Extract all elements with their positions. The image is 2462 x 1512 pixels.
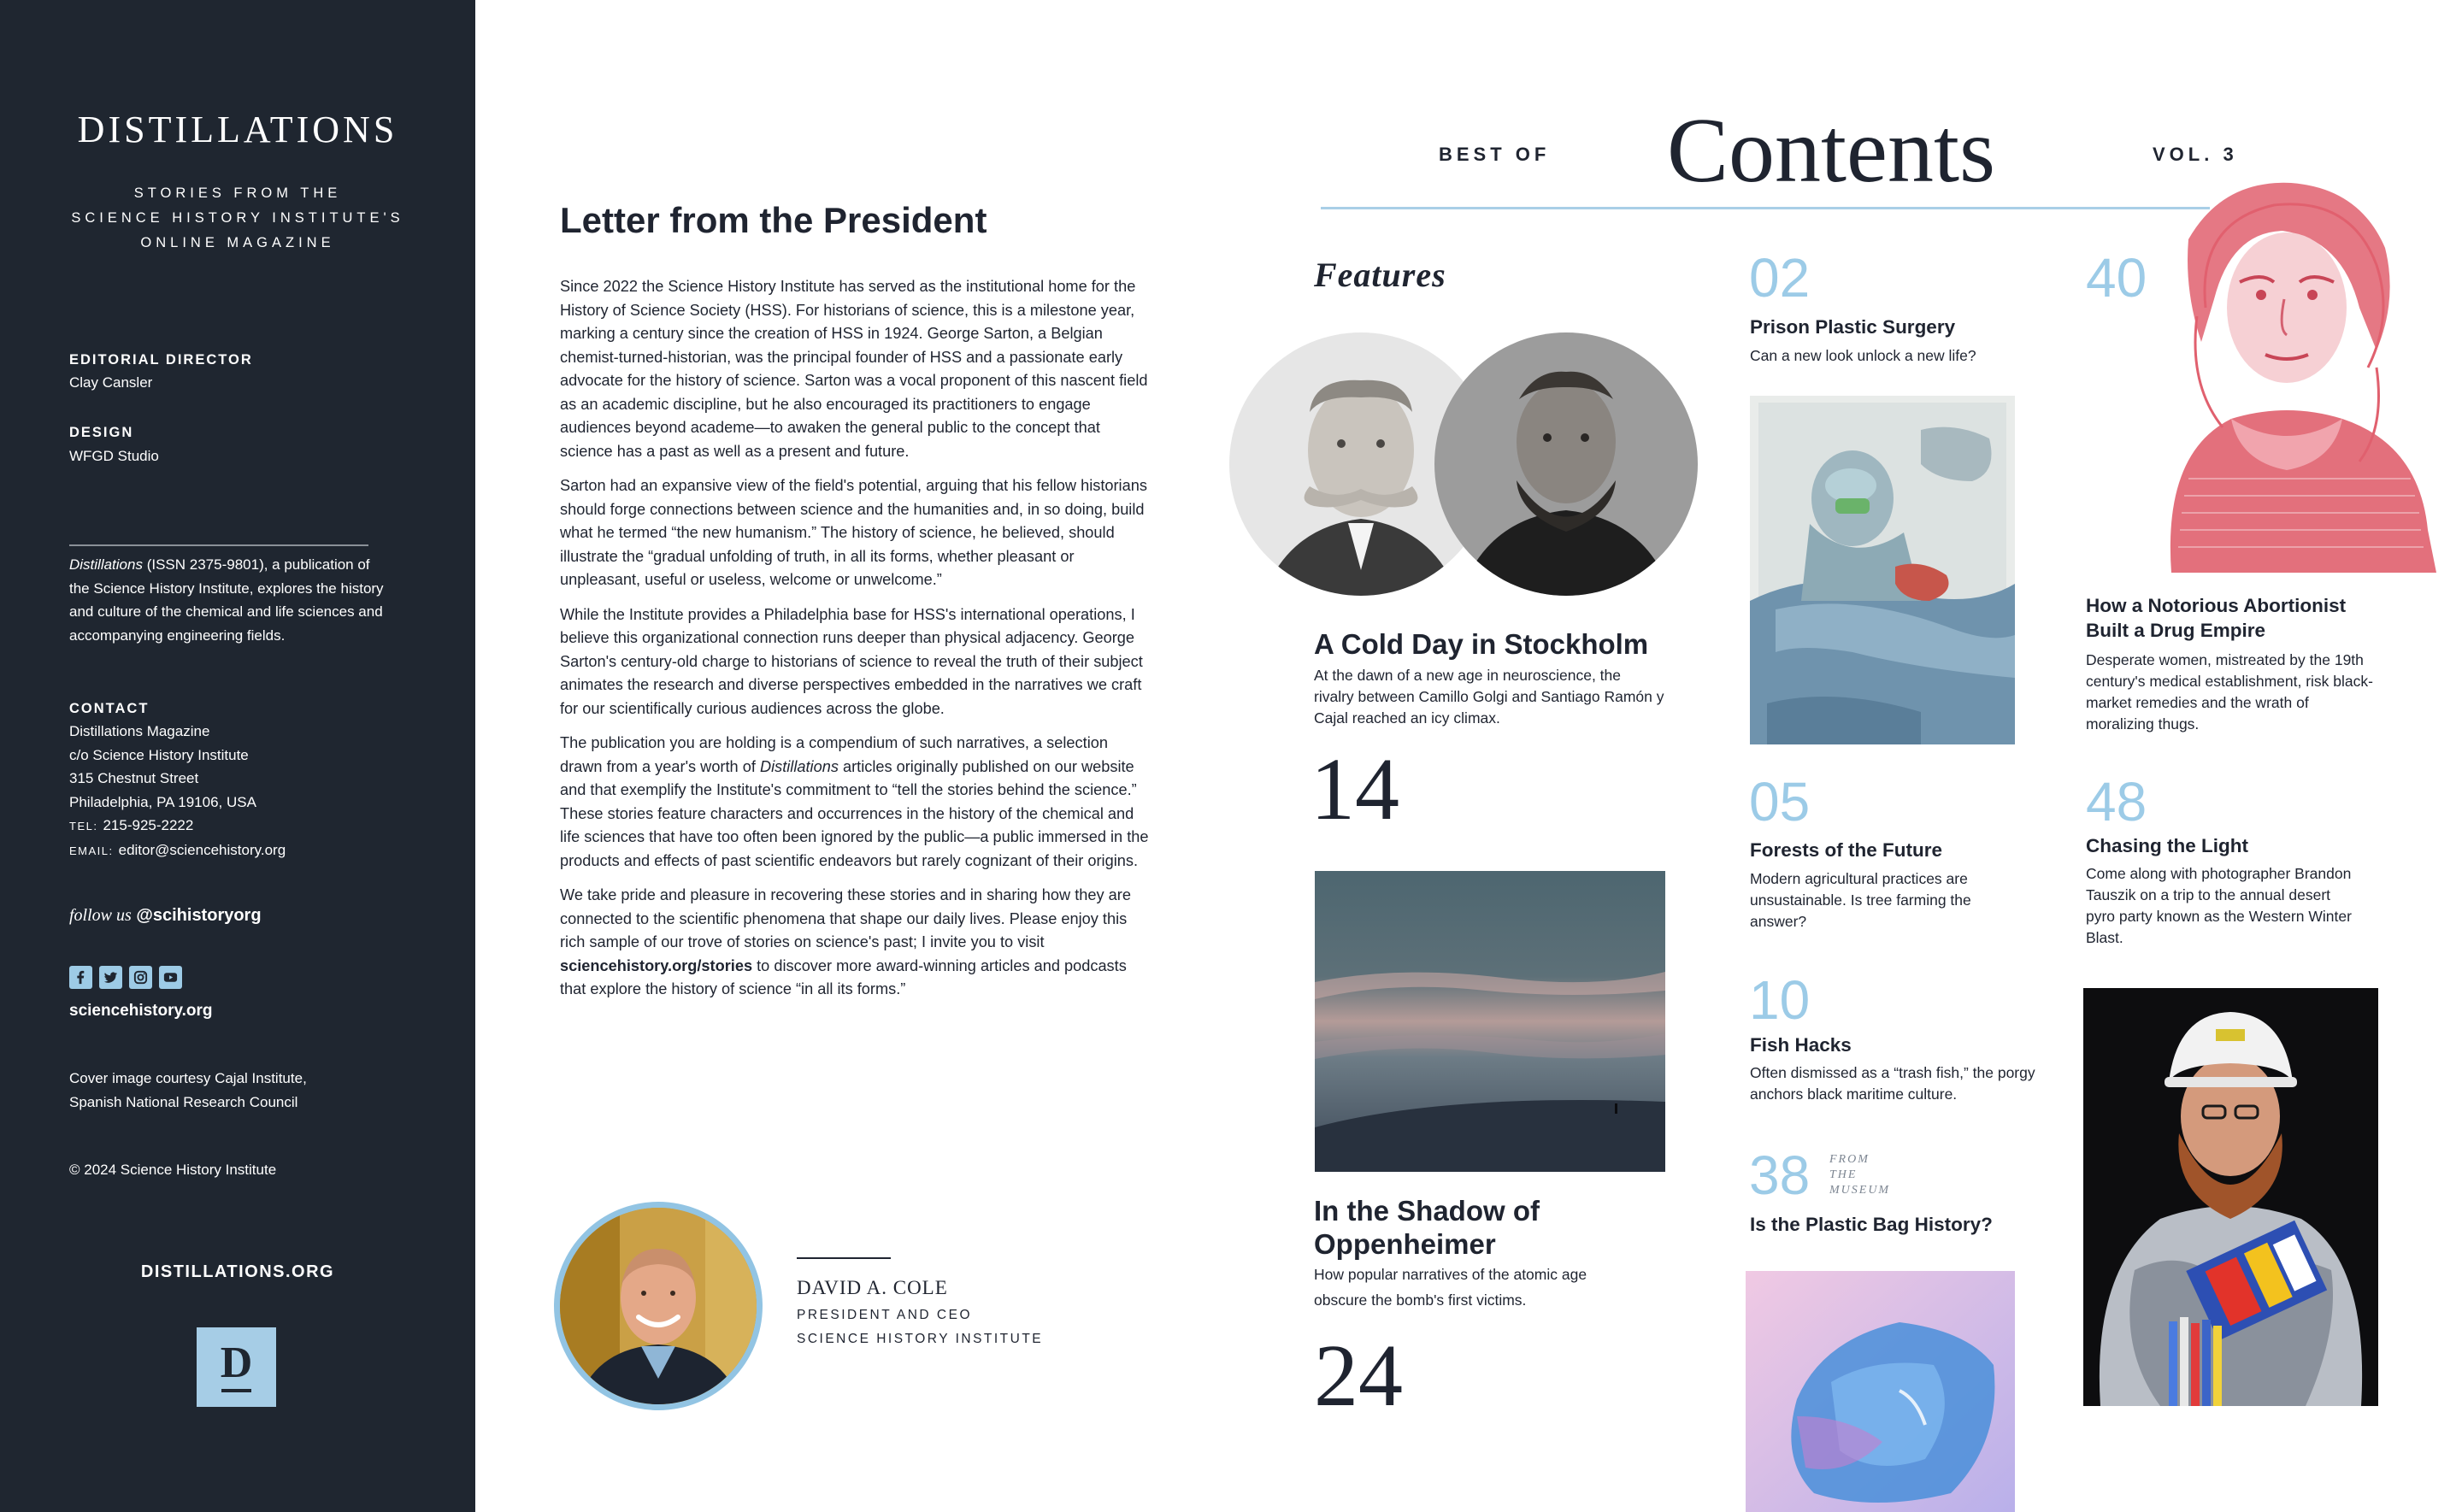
signature-name: DAVID A. COLE bbox=[797, 1277, 948, 1298]
p5-text: We take pride and pleasure in recovering these stories and in sharing how they are connected to the scientific phenomena that shape our daily lives. Please enjoy this rich sample of our trove of stories on science's past; I invite you to visit bbox=[560, 886, 1131, 950]
letter-body bbox=[560, 275, 1150, 1013]
article-title[interactable]: Chasing the Light bbox=[2086, 835, 2248, 856]
follow-us bbox=[69, 906, 262, 926]
prison-surgery-illustration[interactable] bbox=[1750, 396, 2015, 744]
feature-title[interactable]: A Cold Day in Stockholm bbox=[1314, 628, 1649, 660]
contact-tel bbox=[69, 814, 286, 838]
follow-italic: follow us bbox=[69, 906, 132, 925]
facebook-icon[interactable] bbox=[69, 966, 92, 989]
feature-title[interactable]: In the Shadow of Oppenheimer bbox=[1314, 1195, 1540, 1260]
president-photo bbox=[554, 1202, 763, 1410]
letter-paragraph bbox=[560, 732, 1150, 873]
article-desc: Desperate women, mistreated by the 19th century's medical establishment, risk black-market remedies and the wrath of moralizing thugs. bbox=[2086, 651, 2373, 732]
museum-line: MUSEUM bbox=[1829, 1184, 1891, 1197]
contact-label: CONTACT bbox=[69, 701, 150, 716]
tagline-line: SCIENCE HISTORY INSTITUTE'S bbox=[71, 210, 404, 226]
social-icons bbox=[69, 966, 182, 990]
letter-paragraph: While the Institute provides a Philadelphia base for HSS's international operations, I believe this organizational connection runs deeper than physical adjacency. George Sarton's century-old charge to historians of science to reveal the truth of their subject animates the research and diverse perspectives embedded in the narratives we craft for our scientifically curious audiences across the globe. bbox=[560, 605, 1143, 717]
p4-text: articles originally published on our website and that exemplify the Institute's commitment to “tell the stories behind the science.” These stories feature characters and occurrences in the history of the chemical and life sciences that have too often been ignored by the public—a public immersed in the products and effects of past scientific endeavors but rarely cognizant of their origins. bbox=[560, 757, 1149, 869]
article-number: 38 bbox=[1749, 1144, 1811, 1206]
golgi-cajal-portraits[interactable] bbox=[1228, 331, 1699, 597]
contact-block bbox=[69, 720, 286, 862]
article-title[interactable]: Prison Plastic Surgery bbox=[1750, 316, 1956, 338]
tagline bbox=[0, 181, 475, 256]
chasing-light-photo[interactable] bbox=[2083, 988, 2378, 1406]
about-rest: (ISSN 2375-9801), a publication of the Science History Institute, explores the history and culture of the chemical and life sciences and accompanying engineering fields. bbox=[69, 556, 384, 644]
social-handle[interactable]: @scihistoryorg bbox=[136, 906, 262, 925]
letter-paragraph: Since 2022 the Science History Institute has served as the institutional home for the History of Science Society (HSS). For historians of science, this is a milestone year, marking a century since the creation of HSS in 1924. George Sarton, a Belgian chemist-turned-historian, was the principal founder of HSS and a passionate early advocate for the history of science. Sarton was a vocal proponent of this nascent field as an academic discipline, but he also encouraged its practitioners to engage audiences beyond academe—to awaken the general public to the concept that science has a past as well as a present and future. bbox=[560, 278, 1148, 460]
contact-line: 315 Chestnut Street bbox=[69, 770, 199, 786]
shadow-oppenheimer-image[interactable] bbox=[1315, 871, 1665, 1172]
design-label: DESIGN bbox=[69, 425, 134, 440]
p4-italic: Distillations bbox=[759, 757, 839, 775]
best-of-label: BEST OF bbox=[1439, 144, 1551, 165]
article-number: 10 bbox=[1749, 969, 1811, 1031]
letter-paragraph: Sarton had an expansive view of the field's potential, arguing that his fellow historians should forge connections between science and the humanities and, in so doing, build what he termed “the new humanism.” The history of science, he believed, should illustrate the “gradual unfolding of truth, in all its forms, whether pleasant or unpleasant, useful or useless, welcome or unwelcome.” bbox=[560, 477, 1147, 588]
museum-line: THE bbox=[1829, 1168, 1858, 1181]
feature-desc: How popular narratives of the atomic age obscure the bomb's first victims. bbox=[1314, 1266, 1587, 1309]
twitter-icon[interactable] bbox=[99, 966, 122, 989]
sidebar-divider bbox=[69, 544, 368, 546]
article-desc: Come along with photographer Brandon Tauszik on a trip to the annual desert pyro party known as the Western Winter Blast. bbox=[2086, 865, 2352, 946]
logo-underline bbox=[221, 1389, 251, 1392]
p5-text: to discover more award-winning articles and podcasts that explore the history of science “in all its forms.” bbox=[560, 956, 1127, 997]
museum-line: FROM bbox=[1829, 1153, 1870, 1166]
article-title[interactable]: Forests of the Future bbox=[1750, 839, 1943, 861]
volume-label: VOL. 3 bbox=[2153, 144, 2238, 165]
editorial-director-name: Clay Cansler bbox=[69, 374, 153, 391]
youtube-icon[interactable] bbox=[159, 966, 182, 989]
email-link[interactable]: editor@sciencehistory.org bbox=[118, 841, 286, 858]
signature-rule bbox=[797, 1257, 891, 1259]
president-portrait bbox=[560, 1208, 757, 1404]
instagram-icon[interactable] bbox=[129, 966, 152, 989]
article-number: 48 bbox=[2086, 771, 2147, 832]
tel-label: TEL: bbox=[69, 820, 98, 832]
from-the-museum-tag bbox=[1829, 1152, 1890, 1198]
feature-page-number: 14 bbox=[1311, 740, 1399, 838]
article-desc: Modern agricultural practices are unsustainable. Is tree farming the answer? bbox=[1750, 870, 1971, 930]
tagline-line: STORIES FROM THE bbox=[133, 185, 342, 201]
contact-line: c/o Science History Institute bbox=[69, 746, 249, 763]
distillations-logo bbox=[197, 1327, 276, 1407]
contact-email bbox=[69, 838, 286, 863]
article-desc: Can a new look unlock a new life? bbox=[1750, 347, 1976, 364]
letter-title: Letter from the President bbox=[560, 200, 987, 240]
article-title[interactable]: How a Notorious Abortionist Built a Drug Empire bbox=[2086, 595, 2347, 641]
contact-line: Distillations Magazine bbox=[69, 723, 210, 739]
contact-line: Philadelphia, PA 19106, USA bbox=[69, 793, 256, 810]
feature-page-number: 24 bbox=[1314, 1327, 1403, 1425]
features-label: Features bbox=[1314, 256, 1446, 294]
about-text bbox=[69, 553, 386, 647]
article-number: 02 bbox=[1749, 247, 1811, 309]
tel-value[interactable]: 215-925-2222 bbox=[103, 817, 194, 833]
stories-link[interactable]: sciencehistory.org/stories bbox=[560, 956, 753, 974]
copyright: © 2024 Science History Institute bbox=[69, 1162, 277, 1178]
cover-credit-line: Cover image courtesy Cajal Institute, bbox=[69, 1070, 307, 1086]
about-italic: Distillations bbox=[69, 556, 143, 573]
letter-paragraph bbox=[560, 884, 1150, 1002]
signature-org: SCIENCE HISTORY INSTITUTE bbox=[797, 1332, 1044, 1346]
cover-credit bbox=[69, 1067, 307, 1114]
p4-text: The publication you are holding is a compendium of such narratives, a selection drawn from a year's worth of bbox=[560, 734, 1108, 775]
header-rule bbox=[1321, 207, 2210, 209]
signature-title: PRESIDENT AND CEO bbox=[797, 1308, 973, 1322]
article-title[interactable]: Is the Plastic Bag History? bbox=[1750, 1214, 1993, 1235]
editorial-director-label: EDITORIAL DIRECTOR bbox=[69, 352, 253, 368]
tagline-line: ONLINE MAGAZINE bbox=[140, 235, 335, 250]
logo-letter: D bbox=[220, 1338, 253, 1387]
article-number: 05 bbox=[1749, 771, 1811, 832]
footer-site-link[interactable]: DISTILLATIONS.ORG bbox=[140, 1262, 335, 1281]
abortionist-engraving[interactable] bbox=[2103, 171, 2462, 573]
contents-title: Contents bbox=[1667, 100, 1996, 202]
article-number: 40 bbox=[2086, 247, 2147, 309]
article-desc: Often dismissed as a “trash fish,” the porgy anchors black maritime culture. bbox=[1750, 1064, 2035, 1103]
design-name: WFGD Studio bbox=[69, 448, 159, 464]
plastic-bag-image[interactable] bbox=[1746, 1271, 2015, 1512]
email-label: EMAIL: bbox=[69, 844, 114, 857]
article-title[interactable]: Fish Hacks bbox=[1750, 1034, 1852, 1056]
website-link[interactable]: sciencehistory.org bbox=[69, 1002, 213, 1020]
feature-desc: At the dawn of a new age in neuroscience, the rivalry between Camillo Golgi and Santiago Ramón y Cajal reached an icy climax. bbox=[1314, 667, 1664, 727]
masthead: DISTILLATIONS bbox=[77, 109, 398, 150]
cover-credit-line: Spanish National Research Council bbox=[69, 1093, 298, 1110]
